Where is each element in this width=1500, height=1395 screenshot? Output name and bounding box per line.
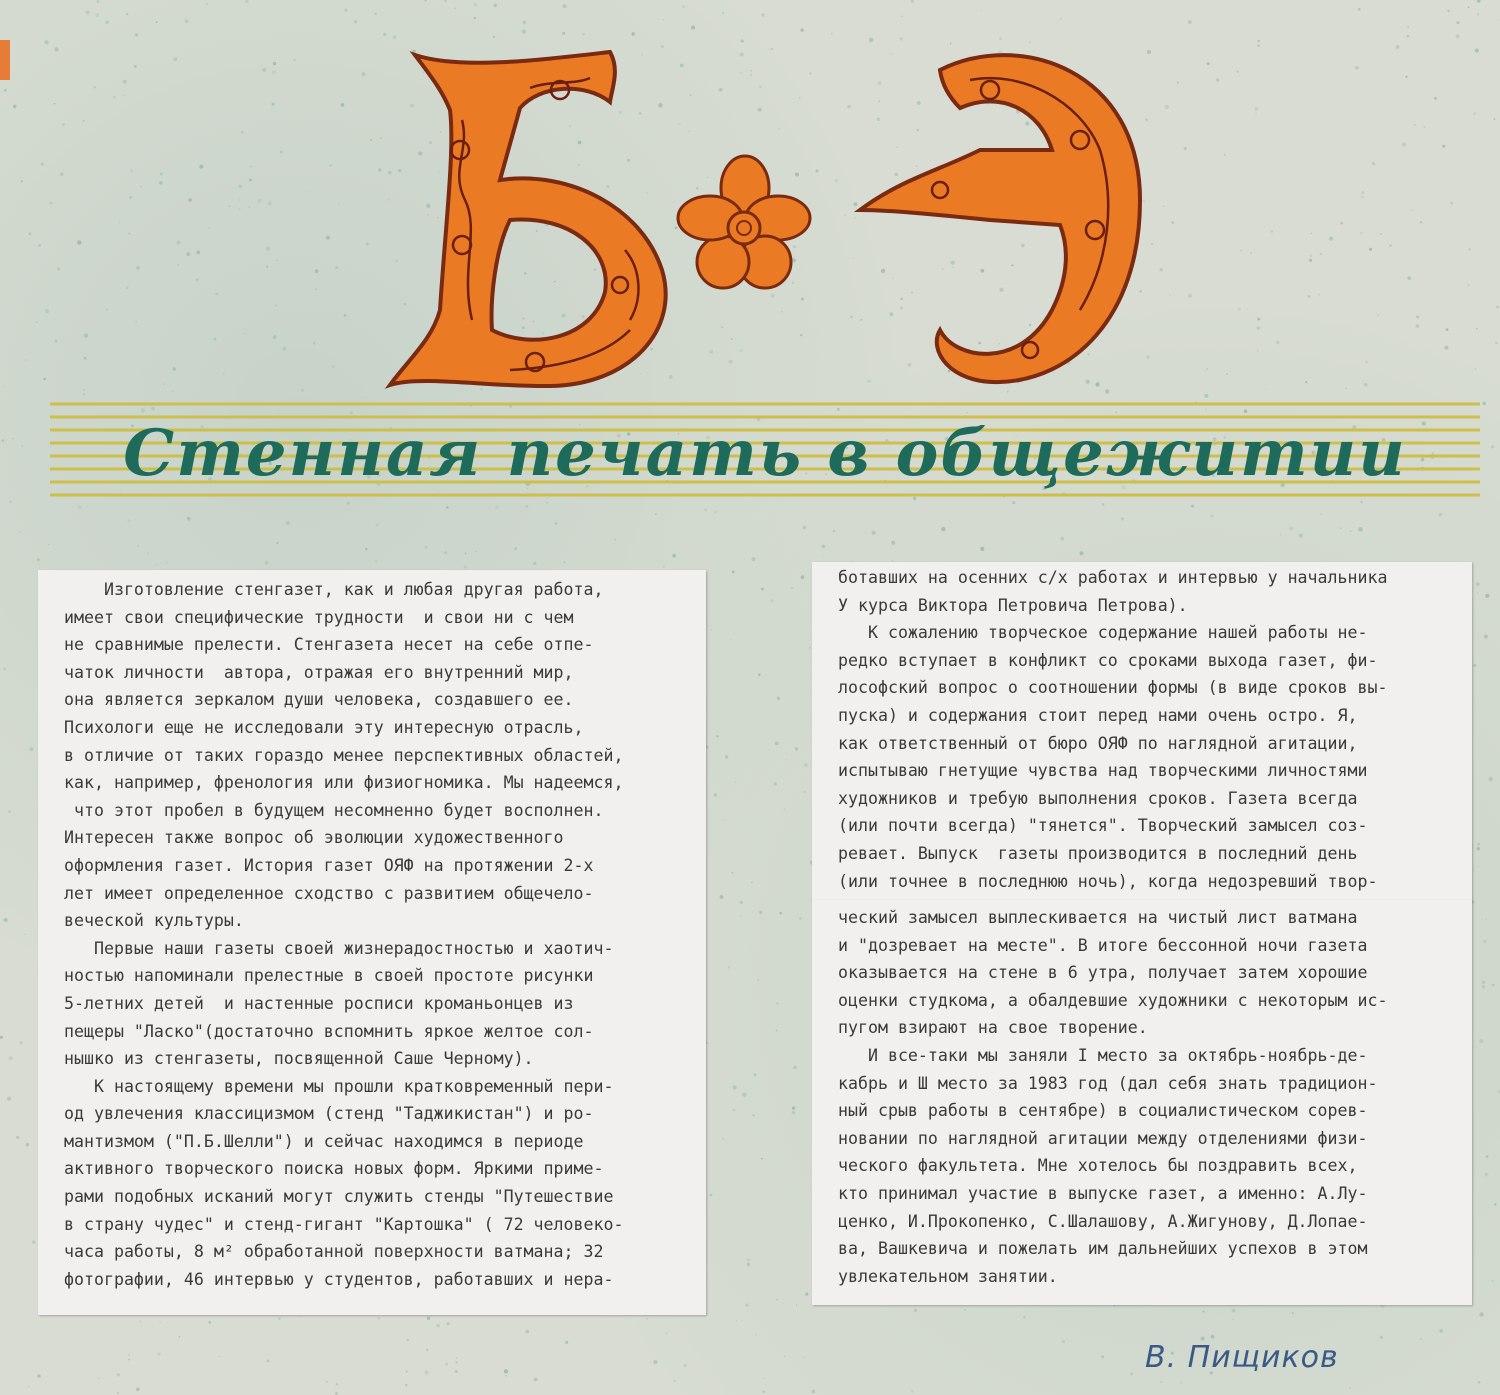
flower-ornament-icon <box>678 156 810 288</box>
article-column-right-bottom <box>812 900 1472 1305</box>
article-text-right-bottom: ческий замысел выплескивается на чистый лист ватмана и "дозревает на месте". В итоге бессонной ночи газета оказывается на стене в 6 утра, получает затем хорошие оценки студкома, а обалдевшие художники с некоторым ис- пугом взирают на свое творение. И все-таки мы заняли I место за октябрь-ноябрь-де- кабрь и Ш место за 1983 год (дал себя знать традицион- ный срыв работы в сентябре) в социалистическом сорев- новании по наглядной агитации между отделениями физи- ческого факультета. Мне хотелось бы поздравить всех, кто принимал участие в выпуске газет, а именно: А.Лу- ценко, И.Прокопенко, С.Шалашову, А.Жигунову, Д.Лопае- ва, Вашкевича и пожелать им дальнейших успехов в этом увлекательном занятии. <box>838 908 1388 1286</box>
letter-b-logo <box>390 52 666 386</box>
author-signature: В. Пищиков <box>1145 1340 1339 1375</box>
article-text-right-top: ботавших на осенних с/х работах и интервью у начальника У курса Виктора Петровича Петрова). К сожалению творческое содержание нашей работы не- редко вступает в конфликт со сроками выхода газет, фи- лософский вопрос о соотношении формы (в виде сроков вы- пуска) и содержания стоит перед нами очень остро. Я, как ответственный от бюро ОЯФ по наглядной агитации, испытываю гнетущие чувства над творческими личностями художников и требую выполнения сроков. Газета всегда (или почти всегда) "тянется". Творческий замысел соз- ревает. Выпуск газеты производится в последний день (или точнее в последнюю ночь), когда недозревший твор- <box>838 568 1388 891</box>
title-banner <box>50 398 1480 508</box>
article-column-right-top <box>812 562 1472 902</box>
letter-e-logo <box>860 55 1140 382</box>
masthead-monogram <box>380 30 1160 400</box>
page-title: Стенная печать в общежитии <box>123 415 1407 491</box>
article-text-left: Изготовление стенгазет, как и любая другая работа, имеет свои специфические трудности и свои ни с чем не сравнимые прелести. Стенгазета несет на себе отпе- чаток личности автора, отражая его внутренний мир, она является зеркалом души человека, создавшего ее. Психологи еще не исследовали эту интересную отрасль, в отличие от таких гораздо менее перспективных областей, как, например, френология или физиогномика. Мы надеемся, что этот пробел в будущем несомненно будет восполнен. Интересен также вопрос об эволюции художественного оформления газет. История газет ОЯФ на протяжении 2-х лет имеет определенное сходство с развитием общечело- веческой культуры. Первые наши газеты своей жизнерадостностью и хаотич- ностью напоминали прелестные в своей простоте рисунки 5-летних детей и настенные росписи кроманьонцев из пещеры "Ласко"(достаточно вспомнить яркое желтое сол- нышко из стенгазеты, посвященной Саше Черному). К настоящему времени мы прошли кратковременный пери- од увлечения классицизмом (стенд "Таджикистан") и ро- мантизмом ("П.Б.Шелли") и сейчас находимся в периоде активного творческого поиска новых форм. Яркими приме- рами подобных исканий могут служить стенды "Путешествие в страну чудес" и стенд-гигант "Картошка" ( 72 человеко- часа работы, 8 м² обработанной поверхности ватмана; 32 фотографии, 46 интервью у студентов, работавших и нера- <box>64 580 624 1289</box>
article-column-left <box>38 570 706 1315</box>
